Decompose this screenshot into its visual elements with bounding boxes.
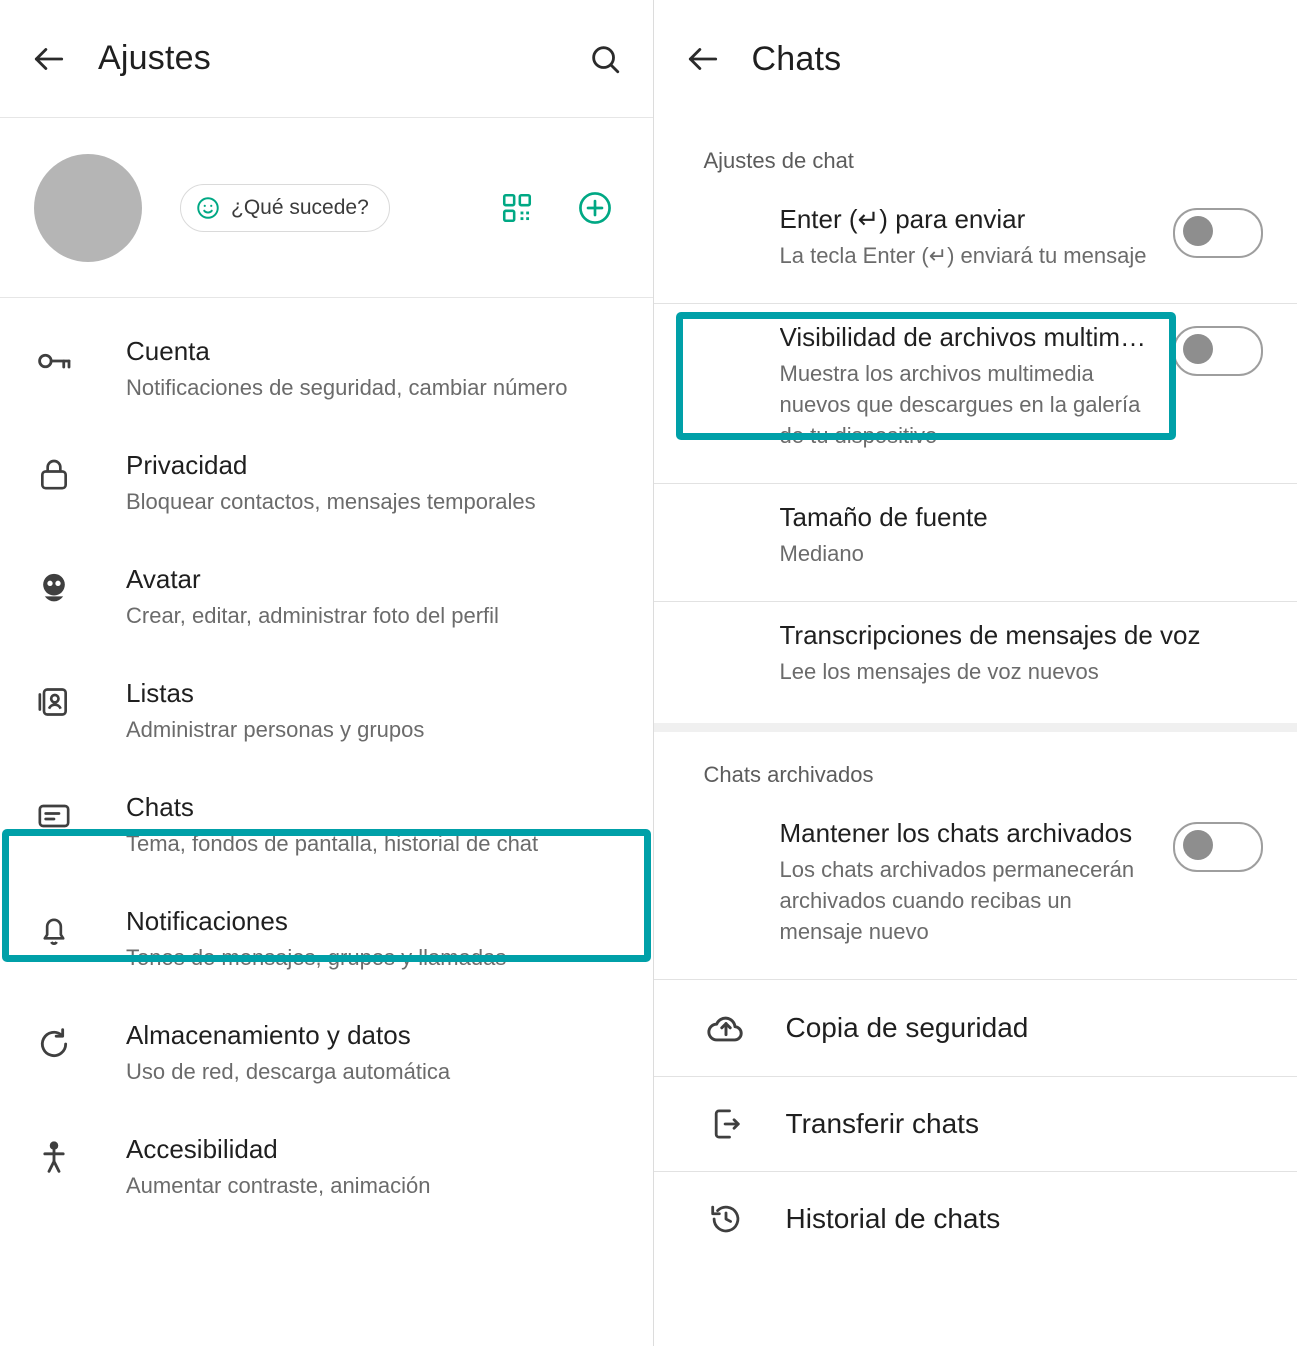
sidebar-item-title: Almacenamiento y datos [126, 1020, 411, 1050]
setting-text [780, 618, 1264, 687]
sidebar-item-title: Chats [126, 792, 194, 822]
setting-enter-para-enviar[interactable] [654, 186, 1297, 289]
sidebar-item-subtitle: Aumentar contraste, animación [126, 1173, 431, 1198]
setting-title: Enter (↵) para enviar [779, 204, 1026, 234]
sidebar-item-text [92, 562, 623, 632]
toggle-enter-para-enviar[interactable] [1173, 208, 1263, 258]
toggle-knob [1183, 830, 1213, 860]
cloud-backup-icon [698, 1006, 754, 1050]
toggle-visibilidad-archivos[interactable] [1173, 326, 1263, 376]
settings-appbar [0, 0, 653, 118]
sidebar-item-subtitle: Uso de red, descarga automática [126, 1059, 451, 1084]
accessibility-icon [34, 1132, 92, 1178]
setting-title: Transcripciones de mensajes de voz [779, 620, 1201, 650]
sidebar-item-cuenta[interactable] [0, 312, 653, 426]
sidebar-item-text [92, 904, 623, 974]
page-title: Ajustes [98, 39, 211, 77]
setting-title: Tamaño de fuente [779, 502, 988, 532]
sidebar-item-subtitle: Notificaciones de seguridad, cambiar número [126, 375, 568, 400]
sidebar-item-subtitle: Tonos de mensajes, grupos y llamadas [126, 945, 507, 970]
setting-tamano-de-fuente[interactable] [654, 484, 1297, 587]
sidebar-item-subtitle: Tema, fondos de pantalla, historial de chat [126, 831, 539, 856]
add-circle-icon[interactable] [571, 184, 619, 232]
key-icon [34, 334, 92, 382]
sidebar-item-title: Listas [126, 678, 194, 708]
setting-subtitle: Los chats archivados permanecerán archivados cuando recibas un mensaje nuevo [779, 857, 1135, 944]
toggle-knob [1183, 216, 1213, 246]
setting-mantener-chats-archivados[interactable] [654, 800, 1297, 965]
sidebar-item-text [92, 790, 623, 860]
sidebar-item-title: Notificaciones [126, 906, 288, 936]
history-icon [698, 1198, 754, 1240]
setting-text [780, 320, 1174, 451]
sidebar-item-title: Avatar [126, 564, 201, 594]
setting-subtitle: Lee los mensajes de voz nuevos [779, 659, 1099, 684]
qr-code-icon[interactable] [493, 184, 541, 232]
sidebar-item-title: Accesibilidad [126, 1134, 278, 1164]
avatar-face-icon [34, 562, 92, 608]
sidebar-item-text [92, 1132, 623, 1202]
sidebar-item-subtitle: Crear, editar, administrar foto del perfil [126, 603, 499, 628]
emoji-smiley-icon [195, 195, 221, 221]
row-copia-de-seguridad[interactable] [654, 980, 1297, 1076]
sidebar-item-text [92, 448, 623, 518]
page-title: Chats [751, 39, 842, 78]
chats-appbar [654, 0, 1297, 118]
row-label: Copia de seguridad [785, 1012, 1029, 1043]
contacts-list-icon [34, 676, 92, 722]
sidebar-item-subtitle: Bloquear contactos, mensajes temporales [126, 489, 536, 514]
sidebar-item-text [92, 676, 623, 746]
row-historial-de-chats[interactable] [654, 1172, 1297, 1266]
setting-subtitle: La tecla Enter (↵) enviará tu mensaje [779, 243, 1147, 268]
row-label: Transferir chats [785, 1108, 979, 1139]
setting-subtitle: Muestra los archivos multimedia nuevos que descargues en la galería de tu dispositivo [779, 361, 1141, 448]
back-arrow-icon[interactable] [680, 36, 726, 82]
setting-title: Mantener los chats archivados [779, 818, 1133, 848]
sidebar-item-notificaciones[interactable] [0, 882, 653, 996]
sidebar-item-text [92, 334, 623, 404]
section-divider [654, 723, 1297, 732]
status-pill[interactable] [180, 184, 390, 232]
sidebar-item-title: Cuenta [126, 336, 210, 366]
sidebar-item-privacidad[interactable] [0, 426, 653, 540]
status-text: ¿Qué sucede? [231, 195, 369, 219]
sidebar-item-chats[interactable] [0, 768, 653, 882]
sidebar-item-almacenamiento[interactable] [0, 996, 653, 1110]
sidebar-item-title: Privacidad [126, 450, 248, 480]
settings-list [0, 298, 653, 1224]
row-transferir-chats[interactable] [654, 1077, 1297, 1171]
setting-title: Visibilidad de archivos multim… [779, 322, 1147, 352]
toggle-knob [1183, 334, 1213, 364]
setting-transcripciones-voz[interactable] [654, 602, 1297, 705]
row-label: Historial de chats [785, 1203, 1001, 1234]
section-header-chat-settings: Ajustes de chat [703, 148, 854, 173]
setting-value: Mediano [779, 541, 864, 566]
chats-icon [34, 790, 92, 836]
search-icon[interactable] [583, 37, 627, 81]
setting-visibilidad-archivos[interactable] [654, 304, 1297, 469]
sidebar-item-text [92, 1018, 623, 1088]
toggle-mantener-chats-archivados[interactable] [1173, 822, 1263, 872]
sidebar-item-listas[interactable] [0, 654, 653, 768]
storage-refresh-icon [34, 1018, 92, 1064]
profile-row[interactable] [0, 118, 653, 298]
lock-icon [34, 448, 92, 494]
chats-panel [654, 0, 1297, 1346]
sidebar-item-accesibilidad[interactable] [0, 1110, 653, 1224]
section-header-archived: Chats archivados [703, 762, 874, 787]
sidebar-item-avatar[interactable] [0, 540, 653, 654]
back-arrow-icon[interactable] [26, 36, 72, 82]
setting-text [780, 816, 1174, 947]
setting-text [780, 500, 1264, 569]
setting-text [780, 202, 1174, 271]
avatar[interactable] [34, 154, 142, 262]
sidebar-item-subtitle: Administrar personas y grupos [126, 717, 425, 742]
transfer-chats-icon [698, 1103, 754, 1145]
bell-icon [34, 904, 92, 950]
